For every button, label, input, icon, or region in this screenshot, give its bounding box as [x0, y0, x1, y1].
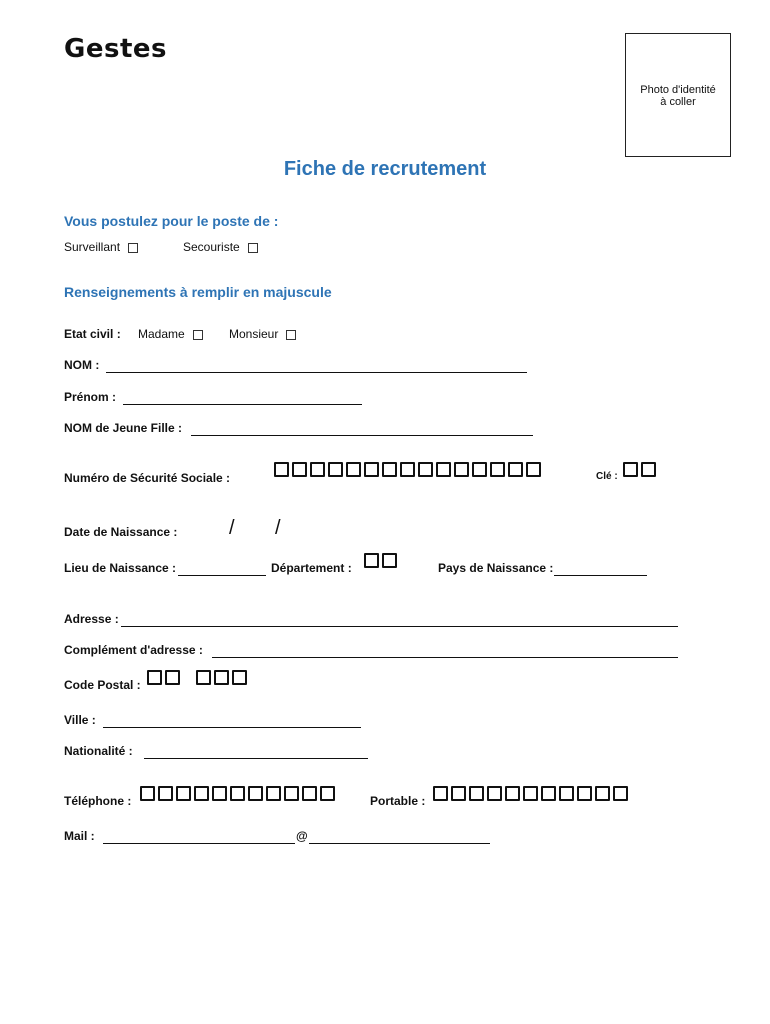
date-separator-2: /: [275, 517, 281, 539]
digit-box[interactable]: [328, 462, 343, 477]
nom-label: NOM :: [64, 358, 100, 372]
date-naissance-label: Date de Naissance :: [64, 525, 178, 539]
digit-box[interactable]: [212, 786, 227, 801]
digit-box[interactable]: [523, 786, 538, 801]
mail-domain-field[interactable]: [309, 843, 490, 844]
cle-label: Clé :: [596, 471, 618, 482]
surveillant-checkbox[interactable]: [128, 243, 138, 253]
digit-box[interactable]: [382, 462, 397, 477]
digit-box[interactable]: [469, 786, 484, 801]
portable-boxes[interactable]: [433, 786, 628, 801]
etat-civil-option-monsieur[interactable]: [229, 327, 296, 341]
digit-box[interactable]: [472, 462, 487, 477]
digit-box[interactable]: [194, 786, 209, 801]
digit-box[interactable]: [346, 462, 361, 477]
digit-box[interactable]: [196, 670, 211, 685]
poste-option-surveillant[interactable]: [64, 240, 138, 254]
code-postal-boxes-commune[interactable]: [196, 670, 247, 685]
ville-field[interactable]: [103, 727, 361, 728]
digit-box[interactable]: [214, 670, 229, 685]
telephone-boxes[interactable]: [140, 786, 335, 801]
digit-box[interactable]: [266, 786, 281, 801]
digit-box[interactable]: [623, 462, 638, 477]
digit-box[interactable]: [641, 462, 656, 477]
digit-box[interactable]: [158, 786, 173, 801]
digit-box[interactable]: [274, 462, 289, 477]
cle-boxes[interactable]: [623, 462, 656, 477]
poste-option-secouriste[interactable]: [183, 240, 258, 254]
nationalite-label: Nationalité :: [64, 744, 133, 758]
pays-naissance-field[interactable]: [554, 575, 647, 576]
digit-box[interactable]: [508, 462, 523, 477]
secu-number-boxes[interactable]: [274, 462, 541, 477]
digit-box[interactable]: [302, 786, 317, 801]
adresse-field[interactable]: [121, 626, 678, 627]
digit-box[interactable]: [147, 670, 162, 685]
digit-box[interactable]: [382, 553, 397, 568]
digit-box[interactable]: [559, 786, 574, 801]
lieu-naissance-field[interactable]: [178, 575, 266, 576]
mail-at-sign: @: [296, 829, 308, 843]
portable-label: Portable :: [370, 794, 426, 808]
digit-box[interactable]: [232, 670, 247, 685]
nom-jeune-fille-label: NOM de Jeune Fille :: [64, 421, 183, 435]
code-postal-label: Code Postal :: [64, 678, 141, 692]
mail-user-field[interactable]: [103, 843, 295, 844]
etat-civil-label: Etat civil :: [64, 327, 121, 341]
renseignements-heading: Renseignements à remplir en majuscule: [64, 284, 332, 300]
digit-box[interactable]: [230, 786, 245, 801]
complement-adresse-label: Complément d'adresse :: [64, 643, 203, 657]
digit-box[interactable]: [487, 786, 502, 801]
digit-box[interactable]: [364, 462, 379, 477]
digit-box[interactable]: [451, 786, 466, 801]
secouriste-checkbox[interactable]: [248, 243, 258, 253]
etat-civil-option-madame[interactable]: [138, 327, 203, 341]
digit-box[interactable]: [310, 462, 325, 477]
digit-box[interactable]: [454, 462, 469, 477]
poste-heading: Vous postulez pour le poste de :: [64, 213, 279, 229]
madame-label: Madame: [138, 327, 185, 341]
prenom-label: Prénom :: [64, 390, 117, 404]
page-title: Fiche de recrutement: [283, 158, 487, 180]
lieu-naissance-label: Lieu de Naissance :: [64, 561, 177, 575]
digit-box[interactable]: [595, 786, 610, 801]
departement-label: Département :: [271, 561, 352, 575]
digit-box[interactable]: [140, 786, 155, 801]
digit-box[interactable]: [176, 786, 191, 801]
digit-box[interactable]: [418, 462, 433, 477]
pays-naissance-label: Pays de Naissance :: [438, 561, 554, 575]
nationalite-field[interactable]: [144, 758, 368, 759]
madame-checkbox[interactable]: [193, 330, 203, 340]
digit-box[interactable]: [613, 786, 628, 801]
digit-box[interactable]: [248, 786, 263, 801]
digit-box[interactable]: [400, 462, 415, 477]
digit-box[interactable]: [490, 462, 505, 477]
digit-box[interactable]: [541, 786, 556, 801]
photo-label-line1: Photo d'identité: [640, 84, 716, 96]
prenom-field[interactable]: [123, 404, 362, 405]
surveillant-label: Surveillant: [64, 240, 121, 254]
digit-box[interactable]: [526, 462, 541, 477]
telephone-label: Téléphone :: [64, 794, 132, 808]
ville-label: Ville :: [64, 713, 96, 727]
code-postal-boxes-dept[interactable]: [147, 670, 180, 685]
photo-label-line2: à coller: [660, 96, 696, 108]
digit-box[interactable]: [505, 786, 520, 801]
digit-box[interactable]: [577, 786, 592, 801]
digit-box[interactable]: [433, 786, 448, 801]
digit-box[interactable]: [436, 462, 451, 477]
nom-jeune-fille-field[interactable]: [191, 435, 533, 436]
digit-box[interactable]: [165, 670, 180, 685]
secu-label: Numéro de Sécurité Sociale :: [64, 471, 231, 485]
adresse-label: Adresse :: [64, 612, 119, 626]
monsieur-checkbox[interactable]: [286, 330, 296, 340]
gestes-logo: Gestes: [64, 34, 167, 64]
digit-box[interactable]: [292, 462, 307, 477]
photo-placeholder-box: [625, 33, 731, 157]
digit-box[interactable]: [364, 553, 379, 568]
date-separator-1: /: [229, 517, 235, 539]
secouriste-label: Secouriste: [183, 240, 240, 254]
departement-boxes[interactable]: [364, 553, 397, 568]
monsieur-label: Monsieur: [229, 327, 279, 341]
digit-box[interactable]: [320, 786, 335, 801]
mail-label: Mail :: [64, 829, 95, 843]
complement-adresse-field[interactable]: [212, 657, 678, 658]
digit-box[interactable]: [284, 786, 299, 801]
nom-field[interactable]: [106, 372, 527, 373]
